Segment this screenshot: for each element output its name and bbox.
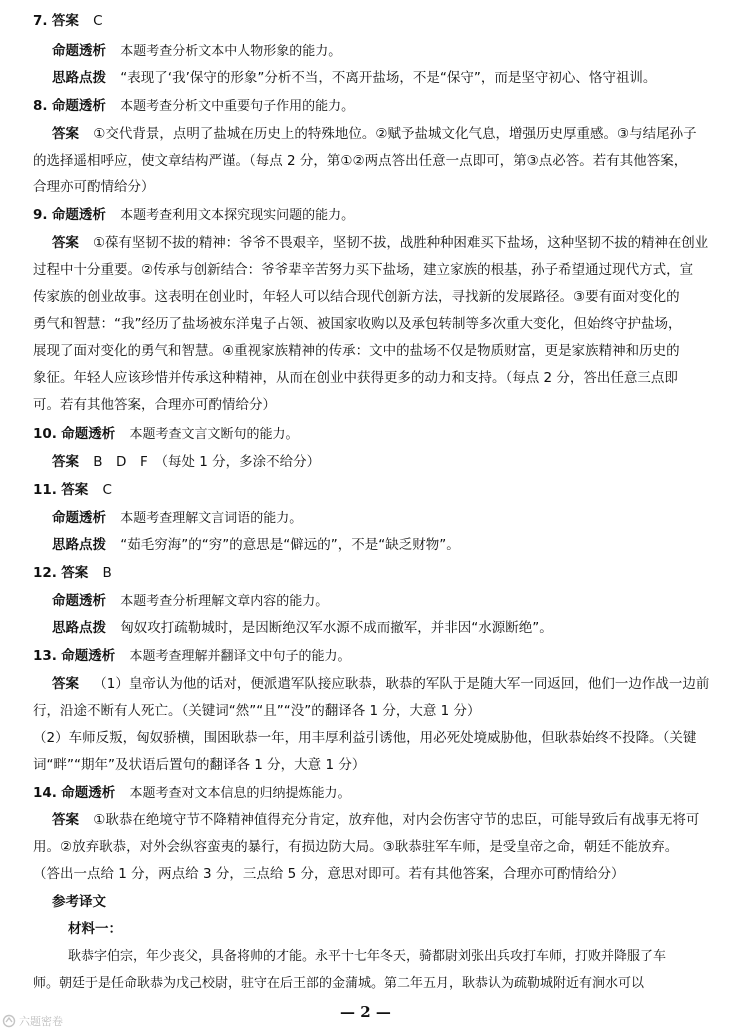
q14-answer-line-3: （答出一点给 1 分，两点给 3 分，三点给 5 分，意思对即可。若有其他答案，合理亦可酌情给分） xyxy=(33,866,625,882)
analysis-text: 本题考查文言文断句的能力。 xyxy=(129,427,299,442)
hint-label: 思路点拨 xyxy=(52,70,106,86)
q9-answer-line-3: 传家族的创业故事。这表明在创业时，年轻人可以结合现代创新方法，寻找新的发展路径。③要有面对变化的 xyxy=(33,289,680,305)
answer-label: 答案 xyxy=(51,13,79,29)
q9-answer-line-1 xyxy=(52,234,708,252)
q8-analysis-line xyxy=(33,97,354,116)
q8-answer-line-3: 合理亦可酌情给分） xyxy=(33,179,155,195)
analysis-label: 命题透析 xyxy=(52,510,106,526)
q7-answer-line xyxy=(33,12,103,30)
q13-answer-line-1 xyxy=(52,675,709,693)
q8-answer-line-2: 的选择遥相呼应，使文章结构严谨。（每点 2 分，第①②两点答出任意一点即可，第③点必答。若有其他答案， xyxy=(33,153,688,169)
answer-text: ①交代背景，点明了盐城在历史上的特殊地位。②赋予盐城文化气息，增强历史厚重感。③与结尾孙子 xyxy=(93,126,697,142)
q13-answer-line-2: 行，沿途不断有人死亡。（关键词“然”“且”“没”的翻译各 1 分，大意 1 分） xyxy=(33,703,481,719)
q10-answer-line xyxy=(52,453,320,471)
question-number: 13. xyxy=(33,648,57,664)
material-label: 材料一： xyxy=(68,921,122,937)
analysis-label: 命题透析 xyxy=(61,426,116,442)
watermark xyxy=(2,1013,63,1029)
q14-answer-line-2: 用。②放弃耿恭，对外会纵容蛮夷的暴行，有损边防大局。③耿恭驻军车师，是受皇帝之命，朝廷不能放弃。 xyxy=(33,839,679,855)
q12-hint-line xyxy=(52,619,553,637)
answer-text: ①耿恭在绝境守节不降精神值得充分肯定，放弃他，对内会伤害守节的忠臣，可能导致后有战事无将可 xyxy=(93,812,700,828)
analysis-label: 命题透析 xyxy=(52,43,106,59)
watermark-logo-icon xyxy=(2,1014,16,1028)
question-number: 12. xyxy=(33,565,57,581)
q9-answer-line-4: 勇气和智慧：“我”经历了盐场被东洋鬼子占领、被国家收购以及承包转制等多次重大变化，但始终守护盐场， xyxy=(33,316,682,332)
q11-answer-line xyxy=(33,481,112,499)
answer-text: B xyxy=(102,565,112,581)
analysis-text: 本题考查分析理解文章内容的能力。 xyxy=(120,594,329,609)
analysis-text: 本题考查利用文本探究现实问题的能力。 xyxy=(120,208,355,223)
q12-answer-line xyxy=(33,564,112,582)
q9-answer-line-2: 过程中十分重要。②传承与创新结合：爷爷辈辛苦努力买下盐场，建立家族的根基，孙子希望通过现代方式，宣 xyxy=(33,262,694,278)
hint-text: “表现了‘我’保守的形象”分析不当，不离开盐场，不是“保守”，而是坚守初心、恪守祖训。 xyxy=(120,70,657,86)
watermark-text: 六题密卷 xyxy=(19,1015,63,1028)
hint-label: 思路点拨 xyxy=(52,537,106,553)
analysis-text: 本题考查对文本信息的归纳提炼能力。 xyxy=(129,786,351,801)
answer-text: （1）皇帝认为他的话对，便派遣军队接应耿恭，耿恭的军队于是随大军一同返回，他们一边作战一边前 xyxy=(93,676,710,692)
answer-label: 答案 xyxy=(52,126,79,142)
question-number: 7. xyxy=(33,13,48,29)
q7-analysis-line xyxy=(52,42,341,61)
answer-label: 答案 xyxy=(52,235,79,251)
question-number: 14. xyxy=(33,785,57,801)
q9-analysis-line xyxy=(33,206,354,225)
analysis-label: 命题透析 xyxy=(61,648,116,664)
page-number: — 2 — xyxy=(340,1003,391,1021)
analysis-label: 命题透析 xyxy=(52,593,106,609)
analysis-label: 命题透析 xyxy=(61,785,116,801)
analysis-text: 本题考查分析文本中人物形象的能力。 xyxy=(120,44,342,59)
q14-answer-line-1 xyxy=(52,811,699,829)
answer-label: 答案 xyxy=(52,676,79,692)
translation-line-1: 耿恭字伯宗，年少丧父，具备将帅的才能。永平十七年冬天，骑都尉刘张出兵攻打车师，打败并降服了车 xyxy=(68,949,667,964)
analysis-label: 命题透析 xyxy=(51,98,106,114)
q12-analysis-line xyxy=(52,592,328,611)
answer-label: 答案 xyxy=(52,812,79,828)
q13-analysis-line xyxy=(33,647,351,666)
q9-answer-line-5: 展现了面对变化的勇气和智慧。④重视家族精神的传承：文中的盐场不仅是物质财富，更是家族精神和历史的 xyxy=(33,343,680,359)
hint-text: 匈奴攻打疏勒城时，是因断绝汉军水源不成而撤军，并非因“水源断绝”。 xyxy=(120,620,553,636)
answer-text: C xyxy=(102,482,112,498)
answer-text: C xyxy=(93,13,103,29)
question-number: 9. xyxy=(33,207,48,223)
q13-answer-line-3: （2）车师反叛，匈奴骄横，围困耿恭一年，用丰厚利益引诱他，用必死处境威胁他，但耿恭始终不投降。（关键 xyxy=(33,730,697,746)
answer-text: B D F （每处 1 分，多涂不给分） xyxy=(93,454,321,470)
question-number: 10. xyxy=(33,426,57,442)
q7-hint-line xyxy=(52,69,656,87)
hint-text: “茹毛穷海”的“穷”的意思是“僻远的”，不是“缺乏财物”。 xyxy=(120,537,460,553)
answer-label: 答案 xyxy=(61,565,89,581)
q11-analysis-line xyxy=(52,509,302,528)
analysis-text: 本题考查理解并翻译文中句子的能力。 xyxy=(129,649,351,664)
answer-label: 答案 xyxy=(61,482,89,498)
q13-answer-line-4: 词“畔”“期年”及状语后置句的翻译各 1 分，大意 1 分） xyxy=(33,757,366,773)
translation-line-2: 师。朝廷于是任命耿恭为戊己校尉，驻守在后王部的金蒲城。第二年五月，耿恭认为疏勒城附近有涧水可以 xyxy=(33,976,645,991)
analysis-text: 本题考查分析文中重要句子作用的能力。 xyxy=(120,99,355,114)
q10-analysis-line xyxy=(33,425,299,444)
answer-text: ①葆有坚韧不拔的精神：爷爷不畏艰辛，坚韧不拔，战胜种种困难买下盐场，这种坚韧不拔的精神在创业 xyxy=(93,235,709,251)
question-number: 8. xyxy=(33,98,48,114)
analysis-text: 本题考查理解文言词语的能力。 xyxy=(120,511,303,526)
hint-label: 思路点拨 xyxy=(52,620,106,636)
q9-answer-line-7: 可。若有其他答案，合理亦可酌情给分） xyxy=(33,397,276,413)
question-number: 11. xyxy=(33,482,57,498)
q14-analysis-line xyxy=(33,784,351,803)
q11-hint-line xyxy=(52,536,460,554)
translation-heading: 参考译文 xyxy=(52,894,106,910)
q8-answer-line-1 xyxy=(52,125,697,143)
q9-answer-line-6: 象征。年轻人应该珍惜并传承这种精神，从而在创业中获得更多的动力和支持。（每点 2 分，答出任意三点即 xyxy=(33,370,678,386)
analysis-label: 命题透析 xyxy=(51,207,106,223)
answer-label: 答案 xyxy=(52,454,79,470)
